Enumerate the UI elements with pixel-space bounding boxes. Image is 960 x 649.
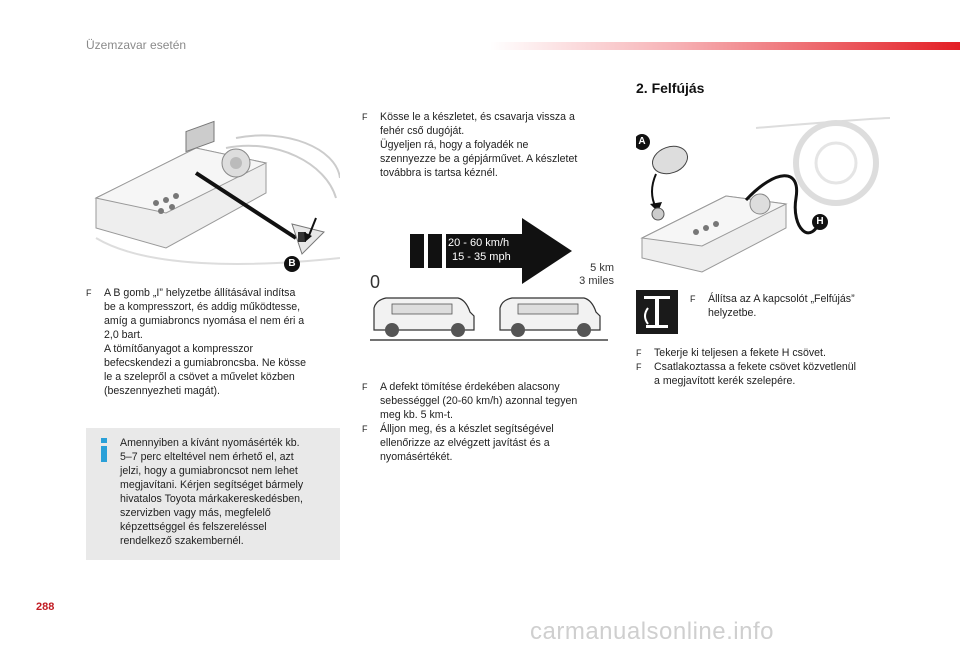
text-line: hivatalos Toyota márkakereskedésben, — [120, 493, 303, 505]
text-line: Csatlakoztassa a fekete csövet közvetlenül — [654, 361, 856, 373]
label-a-marker: A — [636, 134, 650, 150]
bullet-icon: F — [362, 382, 368, 392]
bullet-icon: F — [362, 424, 368, 434]
start-label: 0 — [370, 272, 381, 292]
compressor-button-figure — [86, 108, 340, 280]
distance-label — [572, 262, 614, 288]
text-line: szervizben vagy más, megfelelő — [120, 507, 271, 519]
hose-instruction — [636, 346, 896, 388]
inflate-mode-icon — [636, 290, 678, 334]
text-line: A tömítőanyagot a kompresszor — [104, 343, 253, 355]
bullet-icon: F — [636, 362, 642, 372]
speed-mph: 15 - 35 mph — [452, 251, 511, 263]
speed-kmh: 20 - 60 km/h — [448, 237, 510, 249]
text-line: Kösse le a készletet, és csavarja vissza a — [380, 111, 575, 123]
middle-bottom-instruction — [362, 380, 616, 464]
text-line: amíg a gumiabroncs nyomása el nem éri a — [104, 315, 305, 327]
text-line: továbbra is tartsa kéznél. — [380, 167, 498, 179]
inflate-switch-instruction — [690, 292, 890, 320]
text-line: le a szelepről a csövet a művelet közben — [104, 371, 295, 383]
info-text — [120, 436, 334, 548]
text-line: helyzetbe. — [708, 307, 757, 319]
watermark-text: carmanualsonline.info — [530, 618, 774, 645]
header-accent-bar — [490, 42, 960, 50]
text-line: (beszennyezheti magát). — [104, 385, 221, 397]
text-line: megjavítani. Kérjen segítséget bármely — [120, 479, 304, 491]
text-line: Tekerje ki teljesen a fekete H csövet. — [654, 347, 826, 359]
text-line: jelzi, hogy a gumiabroncsot nem lehet — [120, 465, 298, 477]
section-title: Üzemzavar esetén — [86, 38, 187, 52]
text-line: befecskendezi a gumiabroncsba. Ne kösse — [104, 357, 306, 369]
text-line: Álljon meg, és a készlet segítségével — [380, 423, 554, 435]
text-line: be a kompresszort, és addig működtesse, — [104, 301, 301, 313]
middle-top-instruction — [362, 110, 616, 180]
text-line: sebességgel (20-60 km/h) azonnal tegyen — [380, 395, 578, 407]
label-b-marker: B — [284, 256, 300, 272]
bullet-icon: F — [636, 348, 642, 358]
text-line: rendelkező szakembernél. — [120, 535, 244, 547]
text-line: 5–7 perc elteltével nem érhető el, azt — [120, 451, 294, 463]
text-line: képzettséggel és felszereléssel — [120, 521, 267, 533]
text-line: nyomásértékét. — [380, 451, 453, 463]
info-icon — [98, 438, 110, 469]
text-line: A defekt tömítése érdekében alacsony — [380, 381, 560, 393]
inflation-figure — [636, 108, 890, 280]
text-line: ellenőrizze az elvégzett javítást és a — [380, 437, 550, 449]
text-line: 2,0 bart. — [104, 329, 143, 341]
text-line: Amennyiben a kívánt nyomásérték kb. — [120, 437, 300, 449]
text-line: A B gomb „I” helyzetbe állításával indítsa — [104, 287, 296, 299]
bullet-icon: F — [362, 112, 368, 122]
text-line: fehér cső dugóját. — [380, 125, 465, 137]
bullet-icon: F — [86, 288, 92, 298]
page-number: 288 — [36, 601, 55, 613]
text-line: Állítsa az A kapcsolót „Felfújás” — [708, 293, 855, 305]
text-line: a megjavított kerék szelepére. — [654, 375, 796, 387]
text-line: Ügyeljen rá, hogy a folyadék ne — [380, 139, 529, 151]
van-icon — [374, 298, 474, 337]
drive-speed-figure — [362, 212, 616, 348]
text-line: szennyezze be a gépjárművet. A készletet — [380, 153, 578, 165]
distance-km: 5 km — [590, 262, 614, 274]
text-line: meg kb. 5 km-t. — [380, 409, 453, 421]
section-heading: 2. Felfújás — [636, 80, 705, 96]
bullet-icon: F — [690, 294, 696, 304]
distance-miles: 3 miles — [579, 275, 614, 287]
label-h-marker: H — [812, 214, 828, 230]
left-instruction — [86, 286, 340, 398]
